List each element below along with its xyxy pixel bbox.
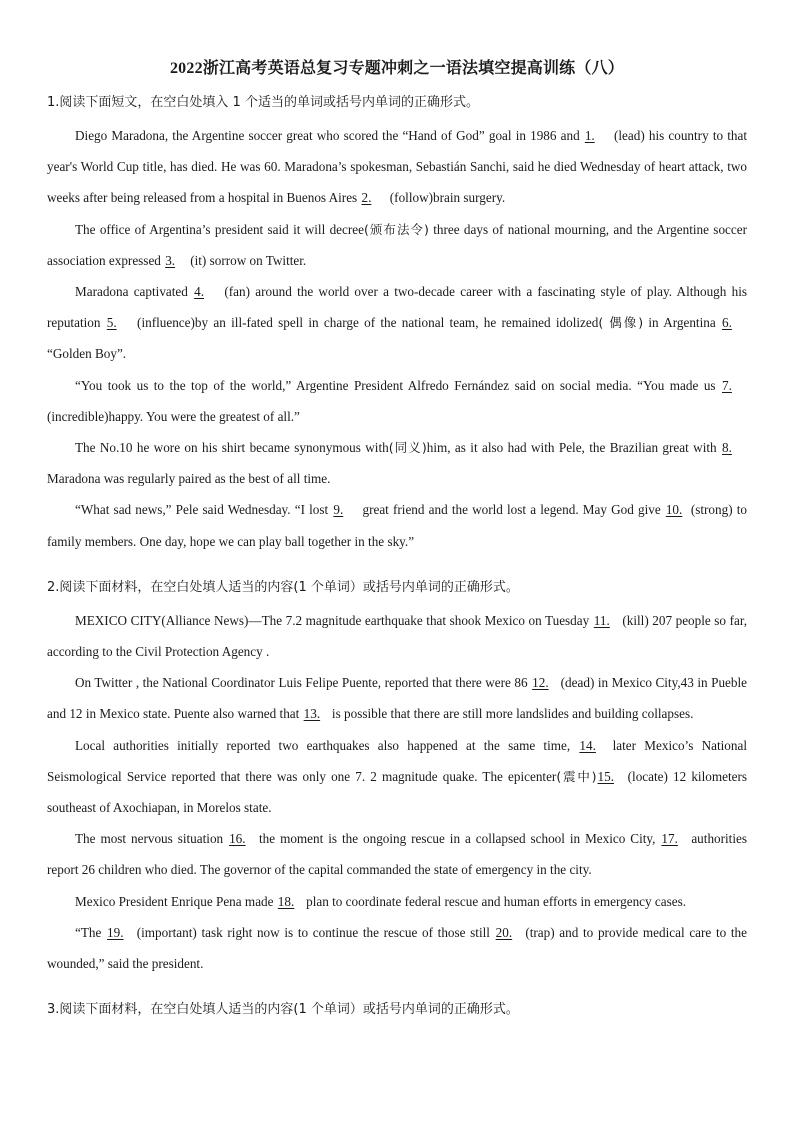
- blank-9[interactable]: 9.: [333, 502, 344, 518]
- text: (influence)by an ill-fated spell in charge of the national team, he remained idolized: [131, 315, 599, 331]
- blank-13[interactable]: 13.: [303, 706, 321, 722]
- text: (follow)brain surgery.: [386, 190, 506, 206]
- page-title: 2022浙江高考英语总复习专题冲刺之一语法填空提高训练（八）: [169, 60, 624, 77]
- text: him, as it also had with Pele, the Brazilian great with: [426, 440, 721, 456]
- paragraph: [47, 432, 747, 494]
- blank-1[interactable]: 1.: [584, 128, 595, 143]
- paragraph: [47, 667, 747, 729]
- blank-12[interactable]: 12.: [532, 675, 549, 691]
- text: “Golden Boy”.: [47, 346, 127, 362]
- text: (dead) in Mexico City,43 in Pueble and 12 in Mexico state. Puente also warned that: [47, 675, 747, 722]
- section-1-instruction: 1.阅读下面短文，在空白处填入 1 个适当的单词或括号内单词的正确形式。: [47, 95, 479, 110]
- blank-8[interactable]: 8.: [722, 440, 732, 456]
- blank-11[interactable]: 11.: [593, 612, 610, 628]
- blank-7[interactable]: 7.: [722, 377, 732, 393]
- text: authorities report 26 children who died. The governor of the capital commanded the state of emergency in the city.: [47, 831, 747, 878]
- blank-20[interactable]: 20.: [495, 924, 513, 940]
- paragraph: [47, 370, 747, 432]
- text: “You took us to the top of the world,” Argentine President Alfredo Fernández said on social media. “You made us: [75, 377, 721, 393]
- text: three days of national mourning, and the Argentine soccer association expressed: [47, 221, 747, 268]
- paragraph: [47, 120, 747, 214]
- text: Diego Maradona, the Argentine soccer great who scored the “Hand of God” goal in 1986 and: [75, 128, 584, 143]
- blank-4[interactable]: 4.: [194, 284, 205, 300]
- text: Local authorities initially reported two earthquakes also happened at the same time,: [75, 737, 579, 753]
- text: (strong) to family members. One day, hope we can play ball together in the sky.”: [47, 502, 747, 549]
- text: “The: [75, 924, 107, 940]
- gloss: (同义): [388, 440, 427, 456]
- text: Maradona captivated: [75, 284, 194, 300]
- blank-6[interactable]: 6.: [721, 315, 732, 331]
- text: (important) task right now is to continue the rescue of those still: [132, 924, 495, 940]
- text: is possible that there are still more landslides and building collapses.: [328, 706, 694, 722]
- text: The most nervous situation: [75, 831, 229, 847]
- paragraph: [47, 886, 747, 917]
- blank-16[interactable]: 16.: [229, 831, 246, 847]
- text: The No.10 he wore on his shirt became synonymous with: [75, 440, 389, 456]
- section-2: [47, 577, 747, 979]
- text: “What sad news,” Pele said Wednesday. “I lost: [75, 502, 333, 518]
- blank-19[interactable]: 19.: [107, 924, 124, 940]
- paragraph: [47, 605, 747, 667]
- section-1: [47, 92, 747, 557]
- paragraph: [47, 917, 747, 979]
- text: later Mexico’s National Seismological Service reported that there was only one 7. 2 magnitude quake. The epicenter: [47, 737, 747, 784]
- gloss: ( 偶像): [598, 315, 644, 331]
- paragraph: [47, 494, 747, 556]
- text: (incredible)happy. You were the greatest of all.”: [47, 408, 300, 424]
- text: (locate) 12 kilometers southeast of Axochiapan, in Morelos state.: [47, 768, 748, 816]
- text: (it) sorrow on Twitter.: [190, 252, 307, 268]
- text: (lead) his country to that year's World Cup title, has died. He was 60. Maradona’s spokesman, Sebastián Sanchi, said he died Wednesday of heart attack, two weeks after being released from a hospital in Buenos Aires: [47, 128, 747, 206]
- text: great friend and the world lost a legend. May God give: [358, 502, 665, 518]
- section-3-instruction: 3.阅读下面材料，在空白处填人适当的内容(1 个单词）或括号内单词的正确形式。: [47, 1002, 519, 1018]
- text: (fan) around the world over a two-decade career with a fascinating style of play. Although his reputation: [47, 284, 747, 331]
- blank-5[interactable]: 5.: [106, 315, 117, 331]
- blank-3[interactable]: 3.: [165, 252, 176, 268]
- blank-17[interactable]: 17.: [661, 831, 678, 847]
- text: The office of Argentina’s president said it will decree: [75, 221, 364, 237]
- paragraph: [47, 276, 747, 370]
- text: On Twitter , the National Coordinator Luis Felipe Puente, reported that there were 86: [75, 675, 532, 691]
- blank-15[interactable]: 15.: [597, 768, 615, 784]
- paragraph: [47, 823, 747, 885]
- gloss: (颁布法令): [363, 221, 429, 237]
- blank-18[interactable]: 18.: [277, 893, 295, 909]
- text: the moment is the ongoing rescue in a collapsed school in Mexico City,: [254, 831, 661, 847]
- section-3: [47, 999, 747, 1021]
- paragraph: [47, 730, 747, 824]
- gloss: (震中): [556, 768, 597, 784]
- text: (trap) and to provide medical care to the wounded,” said the president.: [47, 924, 748, 972]
- text: MEXICO CITY(Alliance News)—The 7.2 magnitude earthquake that shook Mexico on Tuesday: [75, 612, 593, 628]
- paragraph: [47, 214, 747, 276]
- text: in Argentina: [643, 315, 721, 331]
- text: plan to coordinate federal rescue and human efforts in emergency cases.: [302, 893, 687, 909]
- text: Mexico President Enrique Pena made: [75, 893, 277, 909]
- blank-10[interactable]: 10.: [665, 502, 683, 518]
- blank-2[interactable]: 2.: [361, 190, 372, 206]
- section-2-instruction: 2.阅读下面材料，在空白处填人适当的内容(1 个单词）或括号内单词的正确形式。: [47, 579, 519, 595]
- text: Maradona was regularly paired as the best of all time.: [47, 471, 331, 487]
- text: (kill) 207 people so far, according to the Civil Protection Agency .: [47, 612, 747, 660]
- blank-14[interactable]: 14.: [579, 737, 596, 753]
